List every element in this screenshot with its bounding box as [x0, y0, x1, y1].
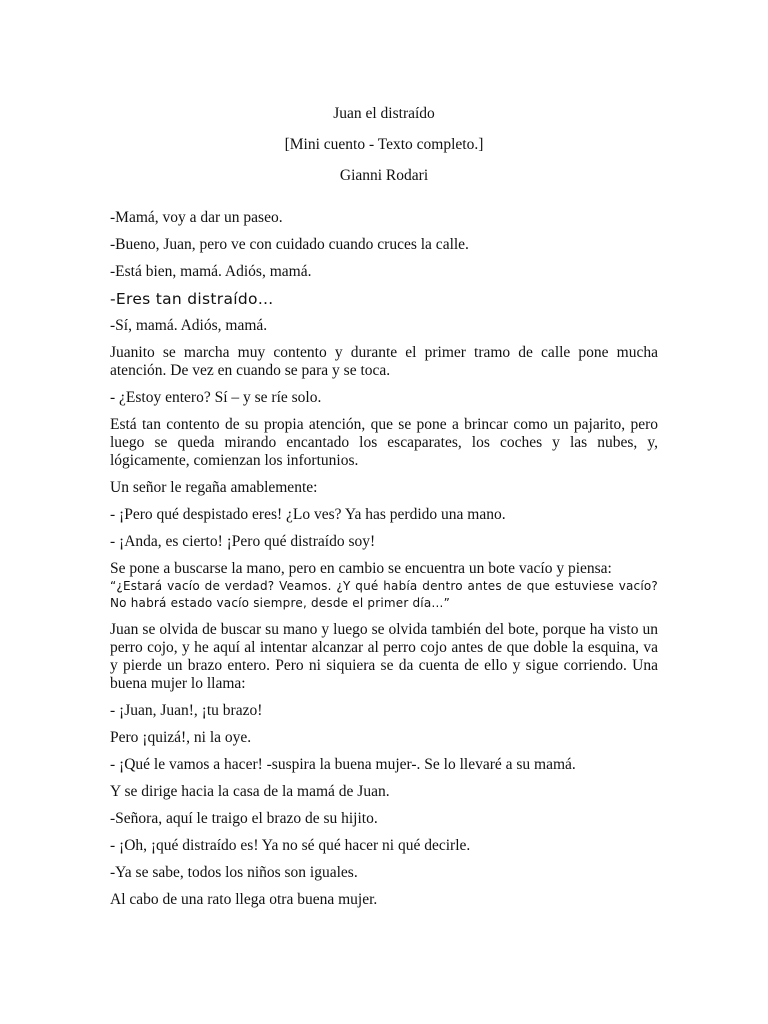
paragraph: - ¡Qué le vamos a hacer! -suspira la buena mujer-. Se lo llevaré a su mamá.	[110, 756, 576, 773]
paragraph-text: Se pone a buscarse la mano, pero en cambio se encuentra un bote vacío y piensa:	[110, 560, 612, 577]
paragraph: -Sí, mamá. Adiós, mamá.	[110, 317, 268, 334]
paragraph: - ¡Juan, Juan!, ¡tu brazo!	[110, 702, 263, 719]
paragraph: Y se dirige hacia la casa de la mamá de Juan.	[110, 783, 390, 800]
paragraph: Juanito se marcha muy contento y durante el primer tramo de calle pone mucha atención. De vez en cuando se para y se toca.	[110, 344, 658, 379]
paragraph: -Eres tan distraído…	[110, 290, 274, 308]
inner-thought-quote: “¿Estará vacío de verdad? Veamos. ¿Y qué había dentro antes de que estuviese vacío? No habrá estado vacío siempre, desde el primer día…”	[110, 579, 658, 610]
paragraph: - ¡Pero qué despistado eres! ¿Lo ves? Ya has perdido una mano.	[110, 506, 506, 523]
story-body	[110, 209, 658, 909]
story-title: Juan el distraído	[333, 105, 435, 122]
paragraph: -Ya se sabe, todos los niños son iguales.	[110, 864, 358, 881]
paragraph: - ¡Oh, ¡qué distraído es! Ya no sé qué hacer ni qué decirle.	[110, 837, 471, 854]
story-subtitle: [Mini cuento - Texto completo.]	[284, 136, 484, 153]
paragraph: -Mamá, voy a dar un paseo.	[110, 209, 283, 226]
story-author: Gianni Rodari	[339, 167, 429, 184]
paragraph: -Señora, aquí le traigo el brazo de su hijito.	[110, 810, 378, 827]
paragraph: -Bueno, Juan, pero ve con cuidado cuando cruces la calle.	[110, 236, 469, 253]
paragraph: - ¿Estoy entero? Sí – y se ríe solo.	[110, 389, 322, 406]
document-page	[110, 104, 658, 918]
paragraph: Está tan contento de su propia atención, que se pone a brincar como un pajarito, pero luego se queda mirando encantado los escaparates, los coches y las nubes, y, lógicamente, comienzan los infortunios.	[110, 416, 658, 469]
paragraph-with-quote	[110, 560, 658, 612]
paragraph: Al cabo de una rato llega otra buena mujer.	[110, 891, 378, 908]
document-header	[110, 104, 658, 186]
paragraph: Juan se olvida de buscar su mano y luego se olvida también del bote, porque ha visto un perro cojo, y he aquí al intentar alcanzar al perro cojo antes de que doble la esquina, va y pierde un brazo entero. Pero ni siquiera se da cuenta de ello y sigue corriendo. Una buena mujer lo llama:	[110, 621, 658, 692]
paragraph: Pero ¡quizá!, ni la oye.	[110, 729, 252, 746]
paragraph: - ¡Anda, es cierto! ¡Pero qué distraído soy!	[110, 533, 376, 550]
paragraph: Un señor le regaña amablemente:	[110, 479, 318, 496]
paragraph: -Está bien, mamá. Adiós, mamá.	[110, 263, 312, 280]
